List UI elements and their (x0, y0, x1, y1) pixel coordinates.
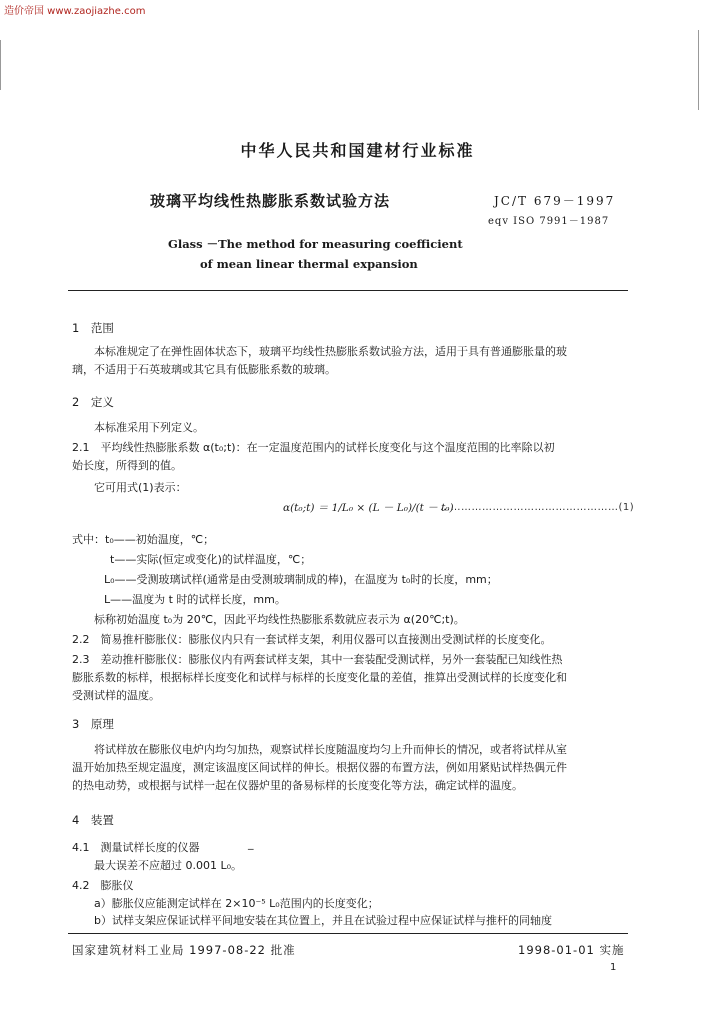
scan-edge-right (698, 30, 699, 110)
paragraph: a）膨胀仪应能测定试样在 2×10⁻⁵ L₀范围内的长度变化； (94, 897, 379, 910)
paragraph: 2.1 平均线性热膨胀系数 α(t₀;t)：在一定温度范围内的试样长度变化与这个温度范围的比率除以初 (72, 441, 555, 454)
formula: α(t₀;t) ＝ 1/L₀ × (L － L₀)/(t － t₀) (283, 502, 454, 514)
scan-edge-left (0, 40, 1, 90)
paragraph: 4.1 测量试样长度的仪器 (72, 841, 200, 854)
organization-heading: 中华人民共和国建材行业标准 (240, 141, 475, 160)
paragraph: 4.2 膨胀仪 (72, 879, 134, 892)
approval-line: 国家建筑材料工业局 1997-08-22 批准 (72, 943, 296, 957)
paragraph: 标称初始温度 t₀为 20℃，因此平均线性热膨胀系数就应表示为 α(20℃;t)。 (94, 613, 465, 626)
paragraph: 的热电动势，或根据与试样一起在仪器炉里的备易标样的长度变化等方法，确定试样的温度。 (72, 779, 523, 792)
paragraph: 2.3 差动推杆膨胀仪：膨胀仪内有两套试样支架，其中一套装配受测试样，另外一套装配已知线性热 (72, 653, 563, 666)
paragraph: 2.2 简易推杆膨胀仪：膨胀仪内只有一套试样支架，利用仪器可以直接测出受测试样的长度变化。 (72, 633, 552, 646)
formula-number: ……………………………………………(1) (440, 502, 635, 513)
header-divider (68, 290, 628, 291)
standard-number: JC/T 679－1997 (494, 194, 616, 208)
paragraph: 最大误差不应超过 0.001 L₀。 (94, 859, 243, 872)
paragraph: 受测试样的温度。 (72, 689, 160, 702)
paragraph: 式中：t₀——初始温度，℃； (72, 533, 215, 546)
paragraph: 温开始加热至规定温度，测定该温度区间试样的伸长。根据仪器的布置方法，例如用紧贴试样热偶元件 (72, 761, 567, 774)
paragraph: 它可用式(1)表示： (94, 481, 187, 494)
implementation-date: 1998-01-01 实施 (518, 943, 625, 957)
equivalent-standard: eqv ISO 7991－1987 (488, 216, 610, 227)
english-title-line-1: Glass －The method for measuring coefficient (168, 237, 463, 251)
paragraph: 膨胀系数的标样，根据标样长度变化和试样与标样的长度变化量的差值，推算出受测试样的长度变化和 (72, 671, 567, 684)
paragraph: t——实际(恒定或变化)的试样温度，℃； (110, 553, 312, 566)
section-heading-scope: 1 范围 (72, 321, 114, 335)
document-title: 玻璃平均线性热膨胀系数试验方法 (150, 192, 391, 210)
paragraph: b）试样支架应保证试样平间地安装在其位置上，并且在试验过程中应保证试样与推杆的同轴度 (94, 914, 552, 927)
paragraph: L——温度为 t 时的试样长度，mm。 (104, 593, 286, 606)
paragraph: 始长度，所得到的值。 (72, 459, 182, 472)
footer-divider (68, 933, 628, 934)
english-title-line-2: of mean linear thermal expansion (200, 257, 418, 271)
paragraph: 将试样放在膨胀仪电炉内均匀加热，观察试样长度随温度均匀上升而伸长的情况，或者将试样从室 (94, 743, 567, 756)
section-heading-principle: 3 原理 (72, 717, 114, 731)
paragraph: 本标准规定了在弹性固体状态下，玻璃平均线性热膨胀系数试验方法，适用于具有普通膨胀量的玻 (94, 345, 567, 358)
watermark: 造价帝国 www.zaojiazhe.com (4, 6, 146, 17)
section-heading-apparatus: 4 装置 (72, 813, 114, 827)
section-heading-definitions: 2 定义 (72, 395, 114, 409)
page-number: 1 (610, 962, 617, 973)
paragraph: 本标准采用下列定义。 (94, 421, 204, 434)
paragraph: L₀——受测玻璃试样(通常是由受测玻璃制成的棒)，在温度为 t₀时的长度，mm； (104, 573, 498, 586)
paragraph: 璃，不适用于石英玻璃或其它具有低膨胀系数的玻璃。 (72, 363, 336, 376)
stray-mark: _ (248, 837, 254, 850)
